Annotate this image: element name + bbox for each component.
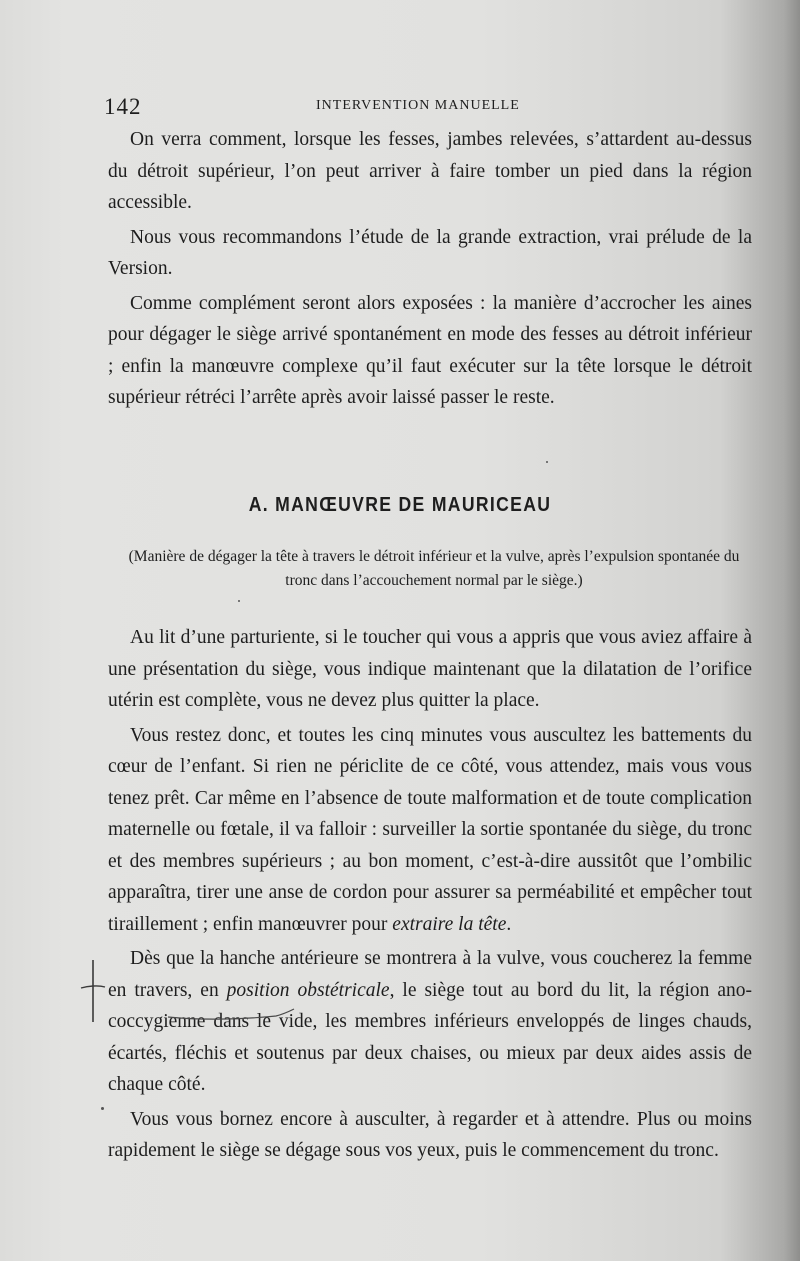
- paper-speck: [546, 461, 548, 463]
- body-paragraph-2-end: .: [506, 913, 512, 935]
- intro-text: [108, 124, 752, 414]
- pencil-underline: [166, 1008, 296, 1022]
- body-paragraph-4: Vous vous bornez encore à ausculter, à regarder et à attendre. Plus ou moins rapidement le siège se dégage sous vos yeux, puis le commencement du tronc.: [108, 1108, 752, 1161]
- body-paragraph-3-text-b: , le siège tout au bord du lit, la région ano-coccygienne dans le vide, les membres inférieurs enveloppés de linges chauds, écartés, fléchis et soutenus par deux chaises, ou mieux par deux aides assis de chaque côté.: [108, 979, 752, 1095]
- body-paragraph-2-text: Vous restez donc, et toutes les cinq minutes vous auscultez les battements du cœur de l’enfant. Si rien ne périclite de ce côté, vous attendez, mais vous vous tenez prêt. Car même en l’absence de toute malformation et de toute complication maternelle ou fœtale, il va falloir : surveiller la sortie spontanée du siège, du tronc et des membres supérieurs ; au bon moment, c’est-à-dire aussitôt que l’ombilic apparaîtra, tirer une anse de cordon pour assurer sa perméabilité et empêcher tout tiraillement ; enfin manœuvrer pour: [108, 724, 752, 935]
- intro-paragraph-2: Nous vous recommandons l’étude de la grande extraction, vrai prélude de la Version.: [108, 226, 752, 279]
- paper-speck: [238, 600, 240, 602]
- intro-paragraph-1: On verra comment, lorsque les fesses, jambes relevées, s’attardent au-dessus du détroit supérieur, l’on peut arriver à faire tomber un pied dans la région accessible.: [108, 129, 752, 213]
- handwritten-margin-mark: [80, 958, 106, 1024]
- section-subtitle: (Manière de dégager la tête à travers le détroit inférieur et la vulve, après l’expulsion spontanée du tronc dans l’accouchement normal par le siège.): [128, 548, 740, 589]
- body-paragraph-2-italic: extraire la tête: [392, 913, 507, 935]
- running-head: INTERVENTION MANUELLE: [316, 98, 520, 113]
- body-paragraph-2: [108, 720, 752, 941]
- intro-paragraph-3: Comme complément seront alors exposées : la manière d’accrocher les aines pour dégager le siège arrivé spontanément en mode des fesses au détroit inférieur ; enfin la manœuvre complexe qu’il faut exécuter sur la tête lorsque le détroit supérieur rétréci l’arrête après avoir laissé passer le reste.: [108, 292, 752, 408]
- page-header: [104, 96, 754, 122]
- page-number: 142: [104, 94, 142, 119]
- paper-speck: [101, 1107, 104, 1110]
- body-paragraph-3-text-a: Dès que la hanche antérieure se montrera à la vulve, vous coucherez la femme en travers, en: [108, 948, 752, 1001]
- section-title: A. MANŒUVRE DE MAURICEAU: [248, 494, 552, 516]
- body-paragraph-3-italic: position obstétricale: [226, 979, 390, 1001]
- body-paragraph-1: Au lit d’une parturiente, si le toucher qui vous a appris que vous aviez affaire à une présentation du siège, vous indique maintenant que la dilatation de l’orifice utérin est complète, vous ne devez plus quitter la place.: [108, 627, 752, 711]
- section-body: [108, 622, 752, 1167]
